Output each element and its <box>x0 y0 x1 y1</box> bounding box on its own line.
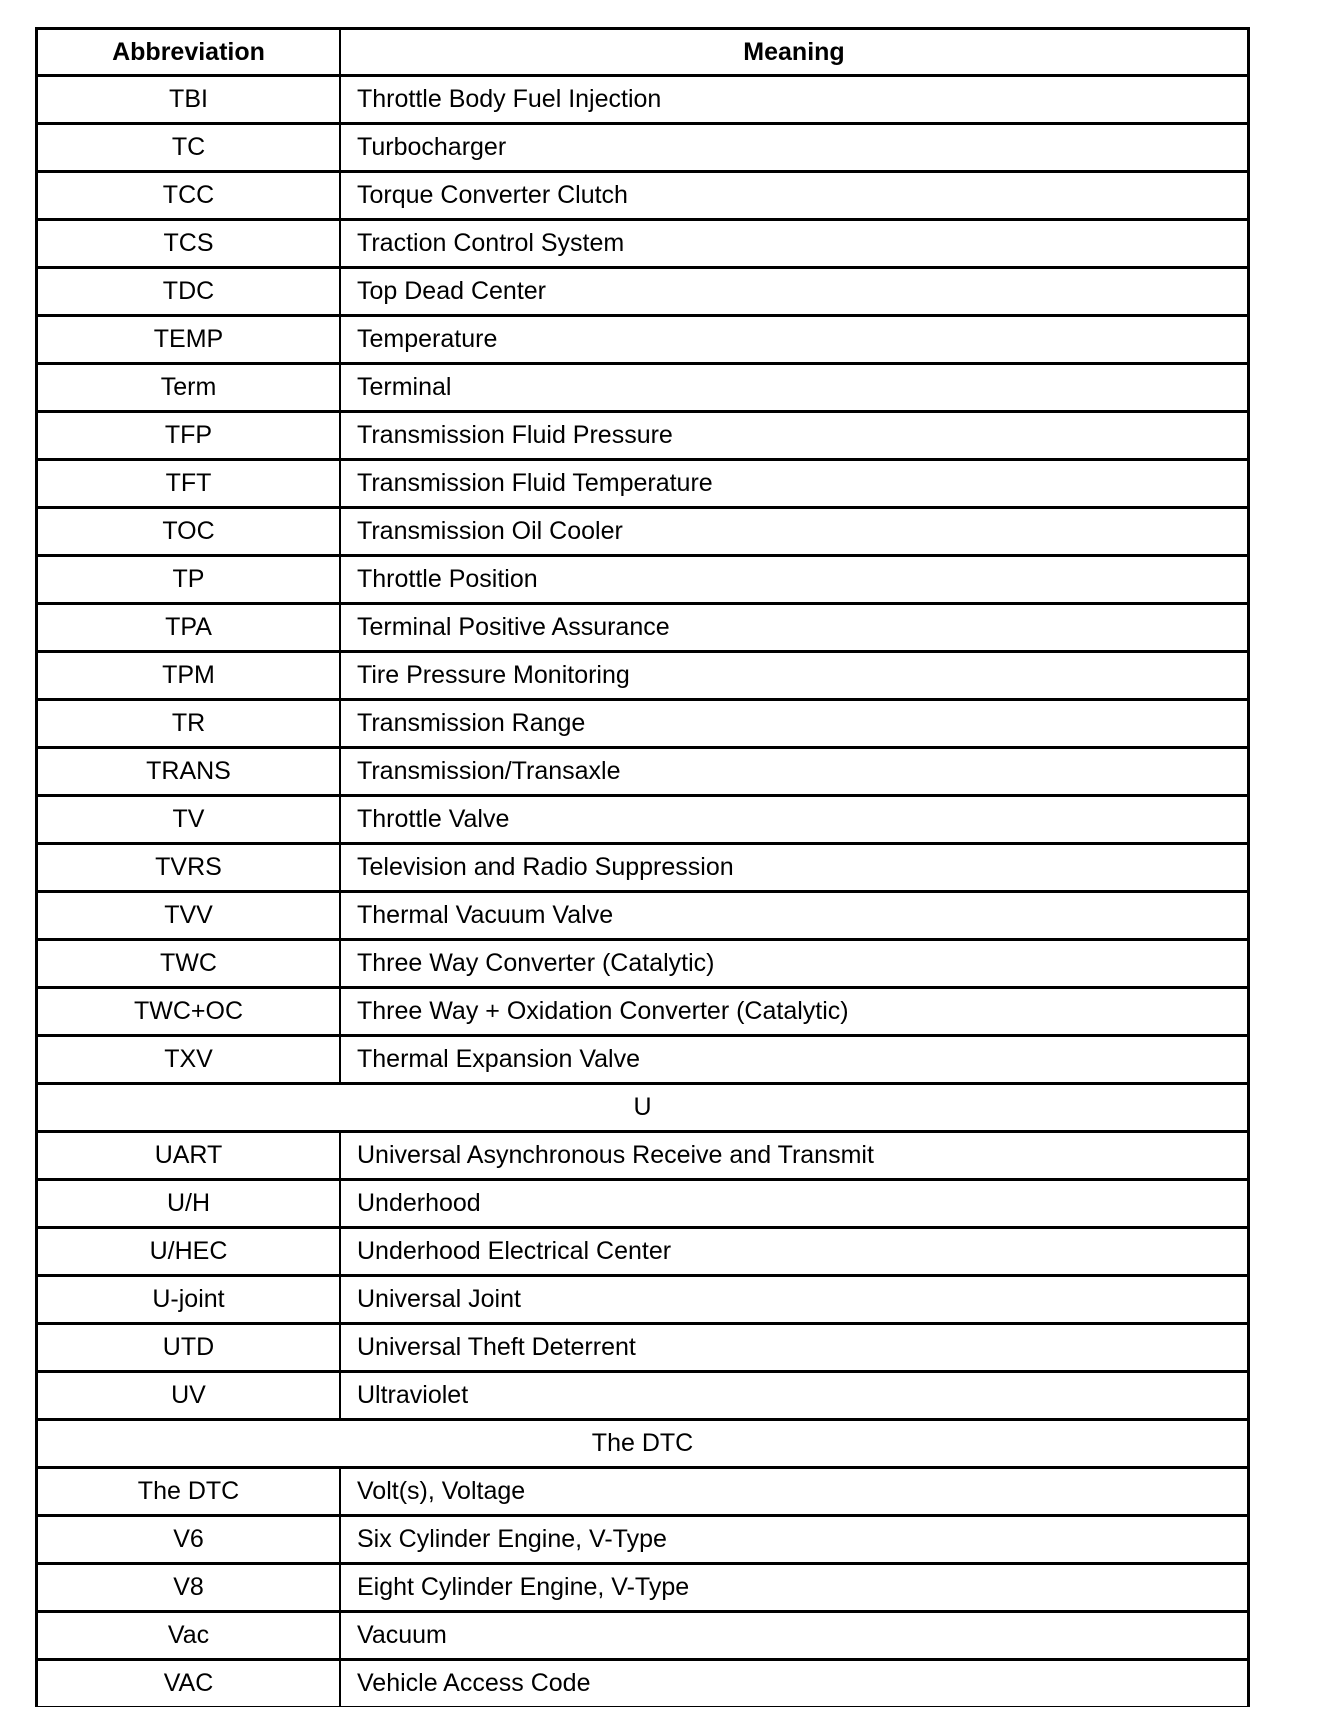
meaning-cell: Terminal <box>340 364 1247 412</box>
abbreviation-cell: TPM <box>38 652 340 700</box>
table-row <box>38 1516 1247 1564</box>
abbreviation-cell: The DTC <box>38 1468 340 1516</box>
table-row <box>38 364 1247 412</box>
table-row <box>38 1372 1247 1420</box>
abbreviation-cell: TRANS <box>38 748 340 796</box>
meaning-cell: Vehicle Access Code <box>340 1660 1247 1708</box>
meaning-cell: Turbocharger <box>340 124 1247 172</box>
meaning-cell: Universal Theft Deterrent <box>340 1324 1247 1372</box>
abbreviation-cell: TCS <box>38 220 340 268</box>
abbreviation-cell: TEMP <box>38 316 340 364</box>
meaning-cell: Ultraviolet <box>340 1372 1247 1420</box>
abbreviation-cell: TC <box>38 124 340 172</box>
meaning-cell: Transmission Range <box>340 700 1247 748</box>
meaning-cell: Throttle Position <box>340 556 1247 604</box>
meaning-cell: Torque Converter Clutch <box>340 172 1247 220</box>
meaning-cell: Throttle Body Fuel Injection <box>340 76 1247 124</box>
meaning-cell: Thermal Expansion Valve <box>340 1036 1247 1084</box>
abbreviation-cell: TVV <box>38 892 340 940</box>
abbreviation-cell: TXV <box>38 1036 340 1084</box>
meaning-cell: Underhood Electrical Center <box>340 1228 1247 1276</box>
header-abbreviation: Abbreviation <box>38 30 340 76</box>
abbreviation-cell: VAC <box>38 1660 340 1708</box>
meaning-cell: Transmission/Transaxle <box>340 748 1247 796</box>
abbreviation-cell: TVRS <box>38 844 340 892</box>
abbreviation-cell: TWC+OC <box>38 988 340 1036</box>
table-row <box>38 220 1247 268</box>
meaning-cell: Three Way + Oxidation Converter (Catalytic) <box>340 988 1247 1036</box>
abbreviation-cell: UV <box>38 1372 340 1420</box>
table-row <box>38 604 1247 652</box>
meaning-cell: Transmission Oil Cooler <box>340 508 1247 556</box>
table-row <box>38 316 1247 364</box>
table-row <box>38 796 1247 844</box>
meaning-cell: Three Way Converter (Catalytic) <box>340 940 1247 988</box>
meaning-cell: Six Cylinder Engine, V-Type <box>340 1516 1247 1564</box>
abbreviation-cell: TP <box>38 556 340 604</box>
section-heading: The DTC <box>38 1420 1247 1468</box>
abbreviation-table <box>38 30 1247 1707</box>
table-row <box>38 1660 1247 1708</box>
table-row <box>38 940 1247 988</box>
section-heading: U <box>38 1084 1247 1132</box>
abbreviation-cell: Term <box>38 364 340 412</box>
section-row <box>38 1084 1247 1132</box>
meaning-cell: Underhood <box>340 1180 1247 1228</box>
abbreviation-cell: Vac <box>38 1612 340 1660</box>
header-meaning: Meaning <box>340 30 1247 76</box>
meaning-cell: Vacuum <box>340 1612 1247 1660</box>
abbreviation-cell: TV <box>38 796 340 844</box>
abbreviation-cell: TDC <box>38 268 340 316</box>
abbreviation-cell: TWC <box>38 940 340 988</box>
abbreviation-cell: TCC <box>38 172 340 220</box>
table-row <box>38 268 1247 316</box>
section-row <box>38 1420 1247 1468</box>
table-row <box>38 508 1247 556</box>
table-row <box>38 844 1247 892</box>
abbreviation-cell: U/HEC <box>38 1228 340 1276</box>
table-row <box>38 1324 1247 1372</box>
meaning-cell: Television and Radio Suppression <box>340 844 1247 892</box>
abbreviation-cell: TR <box>38 700 340 748</box>
abbreviation-table-container <box>35 27 1250 1707</box>
table-body <box>38 76 1247 1708</box>
table-row <box>38 1180 1247 1228</box>
abbreviation-cell: TFT <box>38 460 340 508</box>
table-row <box>38 556 1247 604</box>
abbreviation-cell: UTD <box>38 1324 340 1372</box>
table-row <box>38 460 1247 508</box>
meaning-cell: Transmission Fluid Temperature <box>340 460 1247 508</box>
abbreviation-cell: V8 <box>38 1564 340 1612</box>
table-row <box>38 748 1247 796</box>
table-row <box>38 412 1247 460</box>
table-row <box>38 1564 1247 1612</box>
meaning-cell: Eight Cylinder Engine, V-Type <box>340 1564 1247 1612</box>
meaning-cell: Terminal Positive Assurance <box>340 604 1247 652</box>
table-row <box>38 1036 1247 1084</box>
table-row <box>38 652 1247 700</box>
table-row <box>38 172 1247 220</box>
abbreviation-cell: TFP <box>38 412 340 460</box>
meaning-cell: Transmission Fluid Pressure <box>340 412 1247 460</box>
table-row <box>38 1132 1247 1180</box>
meaning-cell: Universal Joint <box>340 1276 1247 1324</box>
abbreviation-cell: TBI <box>38 76 340 124</box>
meaning-cell: Volt(s), Voltage <box>340 1468 1247 1516</box>
table-row <box>38 1612 1247 1660</box>
table-row <box>38 1468 1247 1516</box>
table-row <box>38 892 1247 940</box>
meaning-cell: Temperature <box>340 316 1247 364</box>
meaning-cell: Thermal Vacuum Valve <box>340 892 1247 940</box>
table-row <box>38 124 1247 172</box>
table-row <box>38 1228 1247 1276</box>
meaning-cell: Universal Asynchronous Receive and Transmit <box>340 1132 1247 1180</box>
abbreviation-cell: V6 <box>38 1516 340 1564</box>
abbreviation-cell: TPA <box>38 604 340 652</box>
abbreviation-cell: U/H <box>38 1180 340 1228</box>
table-row <box>38 700 1247 748</box>
table-header-row <box>38 30 1247 76</box>
meaning-cell: Throttle Valve <box>340 796 1247 844</box>
table-row <box>38 76 1247 124</box>
abbreviation-cell: UART <box>38 1132 340 1180</box>
meaning-cell: Top Dead Center <box>340 268 1247 316</box>
table-row <box>38 1276 1247 1324</box>
meaning-cell: Traction Control System <box>340 220 1247 268</box>
abbreviation-cell: TOC <box>38 508 340 556</box>
table-row <box>38 988 1247 1036</box>
abbreviation-cell: U-joint <box>38 1276 340 1324</box>
meaning-cell: Tire Pressure Monitoring <box>340 652 1247 700</box>
